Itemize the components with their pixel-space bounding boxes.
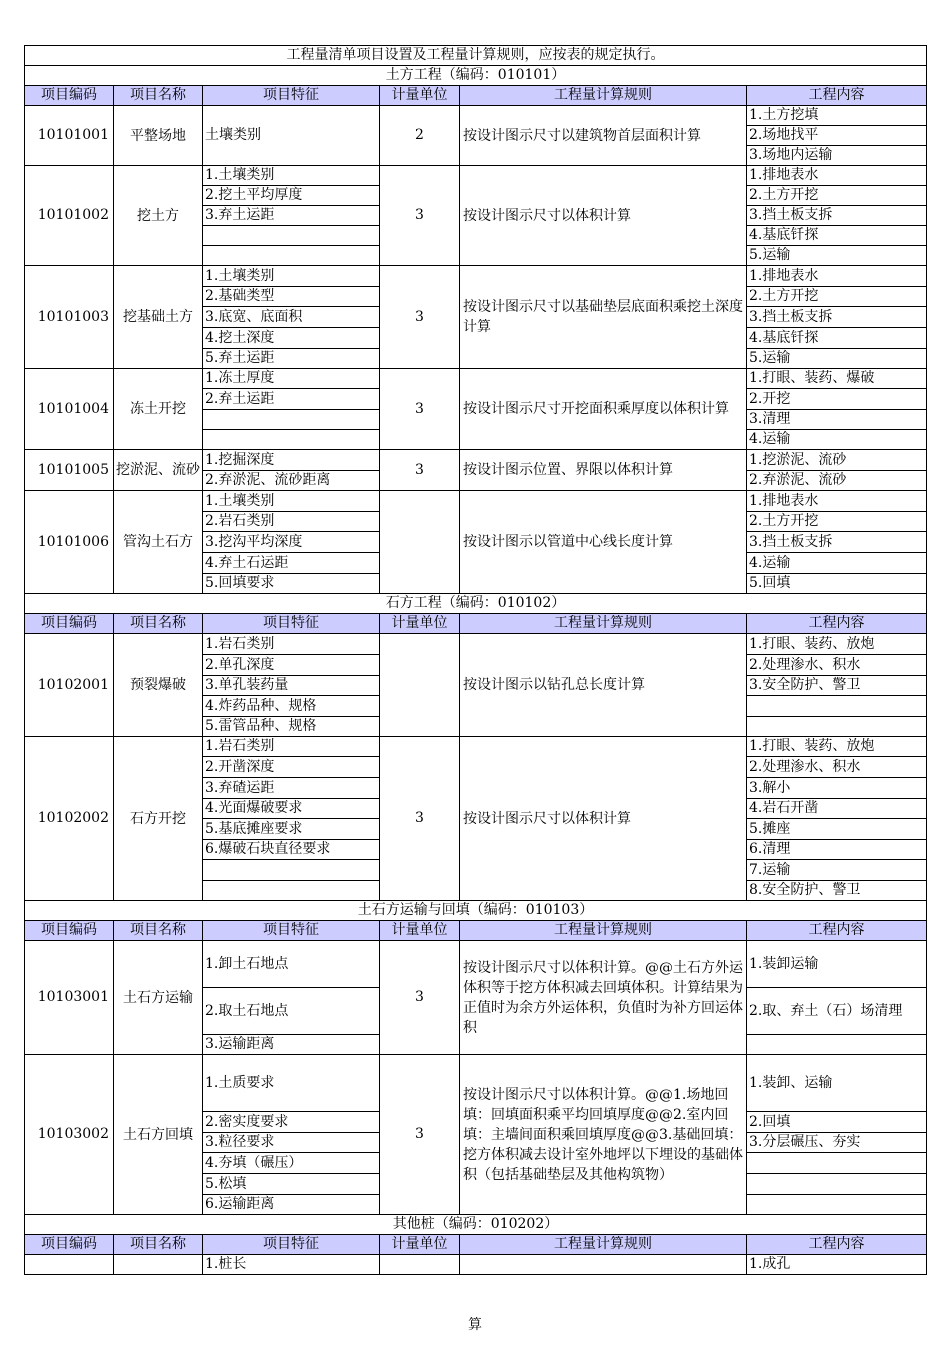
unit-cell: 3: [380, 450, 460, 491]
feature-cell: 4.炸药品种、规格: [203, 696, 380, 717]
feature-cell: 土壤类别: [203, 106, 380, 166]
item-code: 10103001: [25, 941, 114, 1055]
content-cell: 1.装卸运输: [747, 941, 927, 988]
feature-cell: 2.岩石类别: [203, 512, 380, 532]
table-row: [25, 450, 927, 471]
content-cell: 4.基底钎探: [747, 328, 927, 349]
item-code: 10101003: [25, 266, 114, 369]
feature-cell: 2.取土石地点: [203, 988, 380, 1035]
content-cell: 3.场地内运输: [747, 146, 927, 166]
unit-cell: 3: [380, 941, 460, 1055]
feature-cell: 2.开凿深度: [203, 757, 380, 778]
header-code: 项目编码: [25, 1235, 114, 1255]
item-code: 10101005: [25, 450, 114, 491]
column-header-row: [25, 86, 927, 106]
content-cell: 1.挖淤泥、流砂: [747, 450, 927, 471]
header-content: 工程内容: [747, 614, 927, 634]
feature-cell: 1.土壤类别: [203, 166, 380, 186]
content-cell: 3.安全防护、警卫: [747, 676, 927, 696]
item-name: 挖基础土方: [114, 266, 203, 369]
content-cell: 1.排地表水: [747, 166, 927, 186]
unit-cell: 3: [380, 737, 460, 901]
content-cell: 3.解小: [747, 778, 927, 799]
header-features: 项目特征: [203, 1235, 380, 1255]
table-row: [25, 266, 927, 287]
feature-cell: 1.土壤类别: [203, 266, 380, 287]
content-cell: 8.安全防护、警卫: [747, 881, 927, 901]
unit-cell: 2: [380, 106, 460, 166]
content-cell: 3.挡土板支拆: [747, 307, 927, 328]
header-name: 项目名称: [114, 1235, 203, 1255]
unit-cell: [380, 491, 460, 594]
rule-cell: 按设计图示尺寸以体积计算。@@土石方外运体积等于挖方体积减去回填体积。计算结果为正值时为余方外运体积，负值时为补方回运体积: [460, 941, 747, 1055]
feature-cell: 3.弃碴运距: [203, 778, 380, 799]
content-cell: 2.回填: [747, 1112, 927, 1133]
item-name: 预裂爆破: [114, 634, 203, 737]
feature-cell: 1.卸土石地点: [203, 941, 380, 988]
header-name: 项目名称: [114, 921, 203, 941]
item-code: 10101004: [25, 369, 114, 450]
content-cell: [747, 1035, 927, 1055]
rule-cell: 按设计图示尺寸以建筑物首层面积计算: [460, 106, 747, 166]
content-cell: 2.土方开挖: [747, 186, 927, 206]
table-row: [25, 369, 927, 389]
feature-cell: [203, 860, 380, 881]
table-title: 工程量清单项目设置及工程量计算规则，应按表的规定执行。: [25, 46, 927, 66]
content-cell: 5.摊座: [747, 819, 927, 840]
item-name: [114, 1255, 203, 1275]
content-cell: 2.土方开挖: [747, 287, 927, 307]
content-cell: 1.成孔: [747, 1255, 927, 1275]
content-cell: 4.运输: [747, 430, 927, 450]
header-rule: 工程量计算规则: [460, 86, 747, 106]
feature-cell: 1.土质要求: [203, 1055, 380, 1112]
feature-cell: 5.雷管品种、规格: [203, 717, 380, 737]
feature-cell: [203, 226, 380, 246]
content-cell: 7.运输: [747, 860, 927, 881]
content-cell: [747, 696, 927, 717]
feature-cell: 4.挖土深度: [203, 328, 380, 349]
content-cell: 5.回填: [747, 574, 927, 594]
item-code: 10101001: [25, 106, 114, 166]
rule-cell: 按设计图示尺寸以体积计算: [460, 166, 747, 266]
item-name: 土石方运输: [114, 941, 203, 1055]
content-cell: 3.分层碾压、夯实: [747, 1133, 927, 1153]
header-name: 项目名称: [114, 614, 203, 634]
content-cell: 1.土方挖填: [747, 106, 927, 126]
feature-cell: 2.挖土平均厚度: [203, 186, 380, 206]
content-cell: [747, 1174, 927, 1195]
unit-cell: [380, 1255, 460, 1275]
content-cell: 3.清理: [747, 410, 927, 430]
feature-cell: 3.粒径要求: [203, 1133, 380, 1153]
content-cell: 1.装卸、运输: [747, 1055, 927, 1112]
header-unit: 计量单位: [380, 921, 460, 941]
content-cell: 2.处理渗水、积水: [747, 655, 927, 676]
content-cell: 1.打眼、装药、放炮: [747, 737, 927, 757]
content-cell: [747, 1153, 927, 1174]
rule-cell: 按设计图示以管道中心线长度计算: [460, 491, 747, 594]
feature-cell: 2.弃淤泥、流砂距离: [203, 471, 380, 491]
page-footer: 算: [468, 1317, 482, 1333]
content-cell: 1.打眼、装药、放炮: [747, 634, 927, 655]
content-cell: [747, 717, 927, 737]
item-name: 挖土方: [114, 166, 203, 266]
header-code: 项目编码: [25, 614, 114, 634]
header-features: 项目特征: [203, 614, 380, 634]
feature-cell: 5.基底摊座要求: [203, 819, 380, 840]
feature-cell: [203, 246, 380, 266]
content-cell: 3.挡土板支拆: [747, 532, 927, 553]
feature-cell: [203, 881, 380, 901]
feature-cell: 2.密实度要求: [203, 1112, 380, 1133]
section-title: 其他桩（编码：010202）: [25, 1215, 927, 1235]
item-code: 10103002: [25, 1055, 114, 1215]
feature-cell: 1.冻土厚度: [203, 369, 380, 389]
table-row: [25, 106, 927, 126]
feature-cell: 2.弃土运距: [203, 389, 380, 410]
item-code: 10102001: [25, 634, 114, 737]
content-cell: 1.排地表水: [747, 491, 927, 512]
quantity-rules-sheet: [24, 45, 926, 1275]
table-row: [25, 941, 927, 988]
header-code: 项目编码: [25, 921, 114, 941]
item-name: 石方开挖: [114, 737, 203, 901]
content-cell: 2.取、弃土（石）场清理: [747, 988, 927, 1035]
rule-cell: 按设计图示以钻孔总长度计算: [460, 634, 747, 737]
unit-cell: 3: [380, 166, 460, 266]
feature-cell: 6.爆破石块直径要求: [203, 840, 380, 860]
content-cell: 5.运输: [747, 349, 927, 369]
item-name: 平整场地: [114, 106, 203, 166]
column-header-row: [25, 921, 927, 941]
header-rule: 工程量计算规则: [460, 921, 747, 941]
content-cell: 2.场地找平: [747, 126, 927, 146]
rule-cell: 按设计图示尺寸开挖面积乘厚度以体积计算: [460, 369, 747, 450]
content-cell: 3.挡土板支拆: [747, 206, 927, 226]
content-cell: 4.运输: [747, 553, 927, 574]
item-name: 土石方回填: [114, 1055, 203, 1215]
header-code: 项目编码: [25, 86, 114, 106]
table-row: [25, 634, 927, 655]
feature-cell: 5.回填要求: [203, 574, 380, 594]
feature-cell: [203, 410, 380, 430]
column-header-row: [25, 1235, 927, 1255]
feature-cell: 3.运输距离: [203, 1035, 380, 1055]
item-name: 管沟土石方: [114, 491, 203, 594]
header-rule: 工程量计算规则: [460, 1235, 747, 1255]
feature-cell: 2.单孔深度: [203, 655, 380, 676]
content-cell: 2.弃淤泥、流砂: [747, 471, 927, 491]
rule-cell: [460, 1255, 747, 1275]
header-unit: 计量单位: [380, 86, 460, 106]
feature-cell: 1.桩长: [203, 1255, 380, 1275]
item-name: 冻土开挖: [114, 369, 203, 450]
header-rule: 工程量计算规则: [460, 614, 747, 634]
feature-cell: 3.单孔装药量: [203, 676, 380, 696]
item-code: [25, 1255, 114, 1275]
feature-cell: 5.松填: [203, 1174, 380, 1195]
header-features: 项目特征: [203, 86, 380, 106]
feature-cell: 3.弃土运距: [203, 206, 380, 226]
content-cell: 4.基底钎探: [747, 226, 927, 246]
unit-cell: 3: [380, 266, 460, 369]
rule-cell: 按设计图示尺寸以基础垫层底面积乘挖土深度计算: [460, 266, 747, 369]
feature-cell: 4.弃土石运距: [203, 553, 380, 574]
feature-cell: 1.土壤类别: [203, 491, 380, 512]
item-code: 10101002: [25, 166, 114, 266]
feature-cell: 3.挖沟平均深度: [203, 532, 380, 553]
rule-cell: 按设计图示位置、界限以体积计算: [460, 450, 747, 491]
rule-cell: 按设计图示尺寸以体积计算。@@1.场地回填：回填面积乘平均回填厚度@@2.室内回填：主墙间面积乘回填厚度@@3.基础回填：挖方体积减去设计室外地坪以下埋设的基础体积（包括基础垫层及其他构筑物）: [460, 1055, 747, 1215]
header-content: 工程内容: [747, 86, 927, 106]
table-row: [25, 166, 927, 186]
content-cell: 2.土方开挖: [747, 512, 927, 532]
header-name: 项目名称: [114, 86, 203, 106]
table-row: [25, 1055, 927, 1112]
feature-cell: 5.弃土运距: [203, 349, 380, 369]
feature-cell: 3.底宽、底面积: [203, 307, 380, 328]
column-header-row: [25, 614, 927, 634]
content-cell: 2.处理渗水、积水: [747, 757, 927, 778]
feature-cell: 4.夯填（碾压）: [203, 1153, 380, 1174]
header-content: 工程内容: [747, 1235, 927, 1255]
feature-cell: 1.挖掘深度: [203, 450, 380, 471]
table-row: [25, 737, 927, 757]
header-content: 工程内容: [747, 921, 927, 941]
section-title: 土石方运输与回填（编码：010103）: [25, 901, 927, 921]
rule-cell: 按设计图示尺寸以体积计算: [460, 737, 747, 901]
feature-cell: 2.基础类型: [203, 287, 380, 307]
rules-table: [24, 45, 927, 1275]
feature-cell: 6.运输距离: [203, 1195, 380, 1215]
feature-cell: 4.光面爆破要求: [203, 799, 380, 819]
header-features: 项目特征: [203, 921, 380, 941]
header-unit: 计量单位: [380, 1235, 460, 1255]
item-code: 10102002: [25, 737, 114, 901]
unit-cell: [380, 634, 460, 737]
feature-cell: [203, 430, 380, 450]
table-row: [25, 1255, 927, 1275]
content-cell: 4.岩石开凿: [747, 799, 927, 819]
unit-cell: 3: [380, 1055, 460, 1215]
content-cell: 1.排地表水: [747, 266, 927, 287]
section-title: 土方工程（编码：010101）: [25, 66, 927, 86]
item-code: 10101006: [25, 491, 114, 594]
content-cell: 5.运输: [747, 246, 927, 266]
header-unit: 计量单位: [380, 614, 460, 634]
content-cell: 1.打眼、装药、爆破: [747, 369, 927, 389]
table-row: [25, 491, 927, 512]
feature-cell: 1.岩石类别: [203, 634, 380, 655]
content-cell: 6.清理: [747, 840, 927, 860]
feature-cell: 1.岩石类别: [203, 737, 380, 757]
content-cell: [747, 1195, 927, 1215]
content-cell: 2.开挖: [747, 389, 927, 410]
item-name: 挖淤泥、流砂: [114, 450, 203, 491]
section-title: 石方工程（编码：010102）: [25, 594, 927, 614]
unit-cell: 3: [380, 369, 460, 450]
